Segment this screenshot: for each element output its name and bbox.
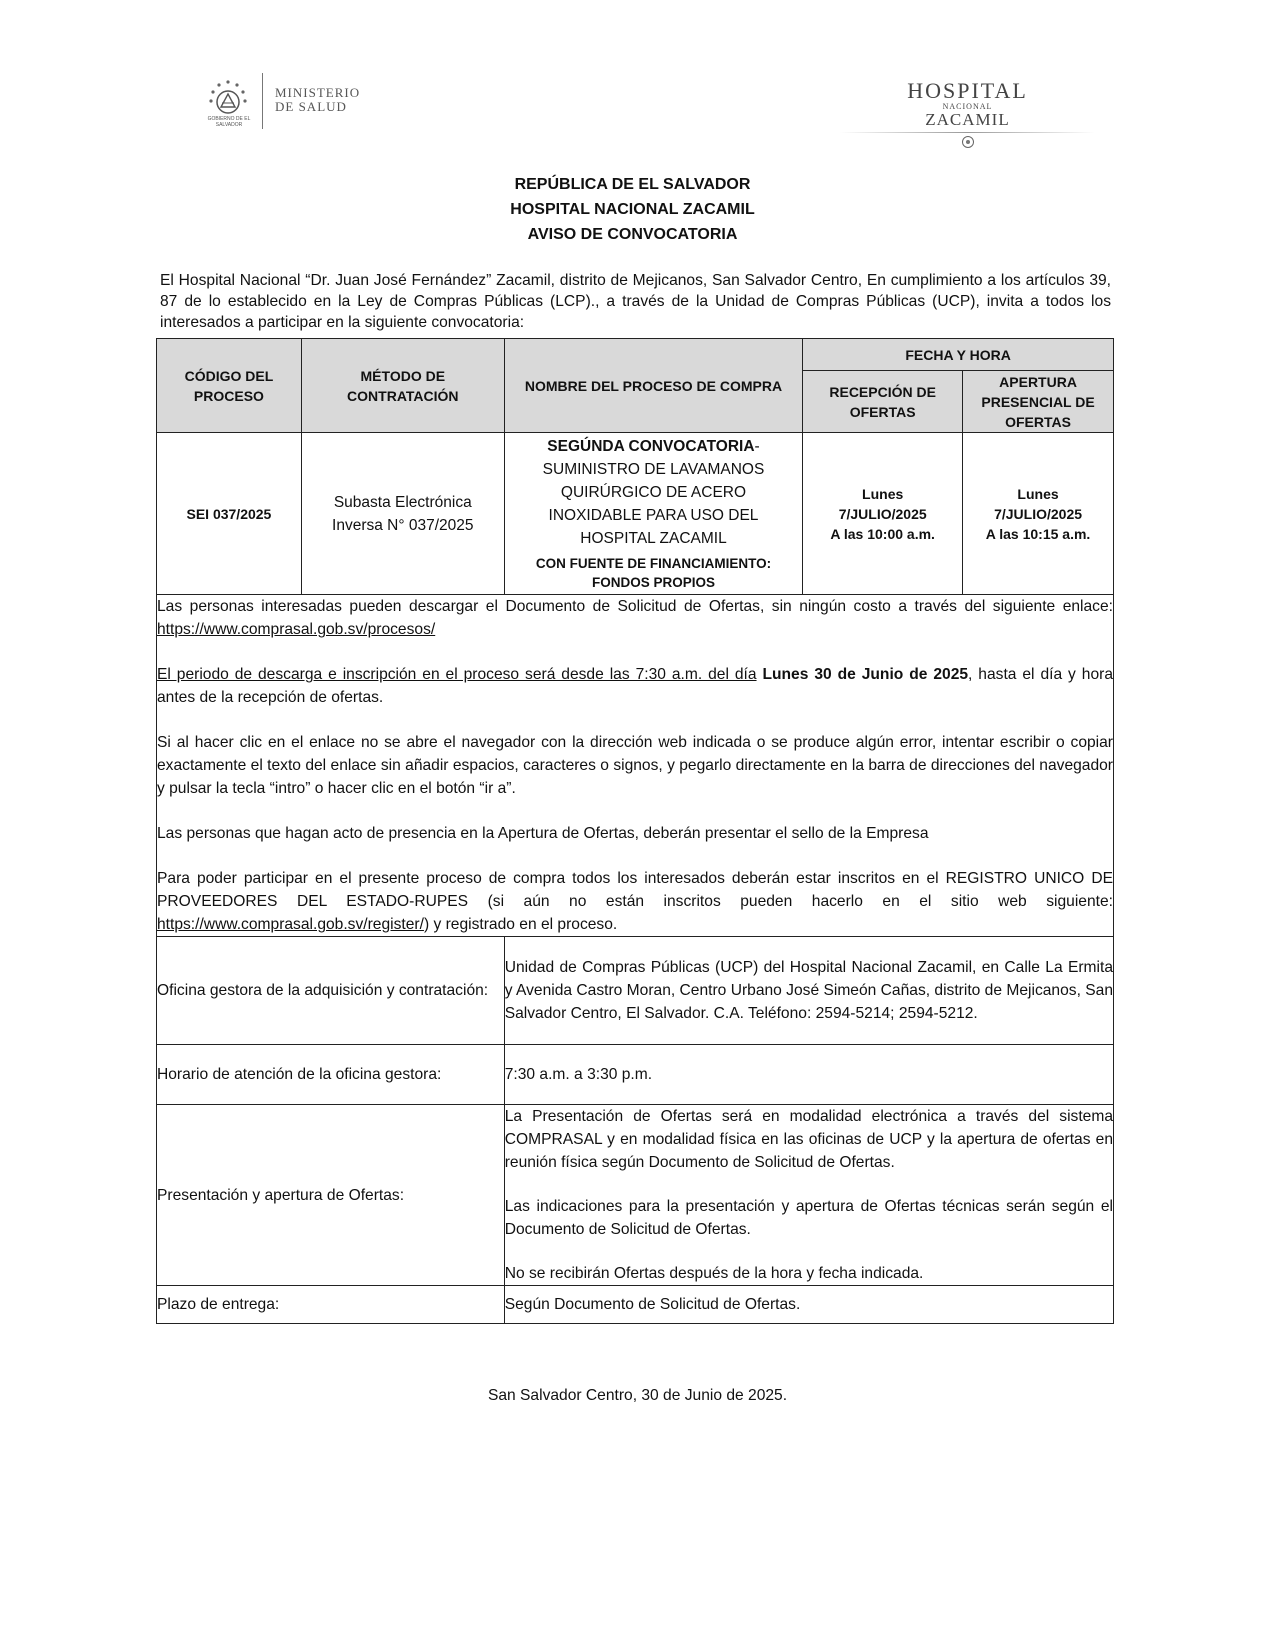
notes-row xyxy=(157,595,1114,937)
register-link[interactable]: https://www.comprasal.gob.sv/register/ xyxy=(157,916,424,933)
process-name xyxy=(523,435,785,550)
title-republica: REPÚBLICA DE EL SALVADOR xyxy=(514,176,751,193)
ministerio-de-salud-logo xyxy=(205,70,365,132)
value-presentacion xyxy=(504,1105,1113,1286)
info-row-presentacion xyxy=(157,1105,1114,1286)
title-hospital: HOSPITAL NACIONAL ZACAMIL xyxy=(510,201,755,218)
header-fecha-hora: FECHA Y HORA xyxy=(803,339,1114,371)
process-name-bold: SEGÚNDA CONVOCATORIA xyxy=(547,438,755,455)
note-seal: Las personas que hagan acto de presencia en la Apertura de Ofertas, deberán presentar el sello de la Empresa xyxy=(157,825,929,842)
logo-zacamil-word: ZACAMIL xyxy=(925,110,1010,129)
recepcion-date: 7/JULIO/2025 xyxy=(838,505,927,522)
title-aviso: AVISO DE CONVOCATORIA xyxy=(527,226,738,243)
logo-hospital-word: HOSPITAL xyxy=(907,78,1028,103)
recepcion-day: Lunes xyxy=(862,485,904,502)
intro-paragraph: El Hospital Nacional “Dr. Juan José Fernández” Zacamil, distrito de Mejicanos, San Salvador Centro, En cumplimiento a los artículos 39, 87 de lo establecido en la Ley de Compras Públicas (LCP)., a través de la Unidad de Compras Públicas (UCP), invita a todos los interesados a participar en la siguiente convocatoria: xyxy=(160,272,1111,331)
header-nombre: NOMBRE DEL PROCESO DE COMPRA xyxy=(504,339,803,433)
table-row xyxy=(157,433,1114,595)
note-rupes-text: Para poder participar en el presente proceso de compra todos los interesados deberán estar inscritos en el REGISTRO UNICO DE PROVEEDORES DEL ESTADO-RUPES (si aún no están inscritos pueden hacerlo en el sitio web siguiente: xyxy=(157,870,1113,910)
cell-nombre xyxy=(504,433,803,595)
seal-caption: GOBIERNO DE EL SALVADOR xyxy=(207,116,251,128)
info-row-oficina xyxy=(157,937,1114,1045)
value-horario: 7:30 a.m. a 3:30 p.m. xyxy=(504,1045,1113,1105)
note-rupes xyxy=(157,867,1113,936)
value-oficina: Unidad de Compras Públicas (UCP) del Hospital Nacional Zacamil, en Calle La Ermita y Avenida Castro Moran, Centro Urbano José Simeón Cañas, distrito de Mejicanos, San Salvador Centro, El Salvador. C.A. Teléfono: 2594-5214; 2594-5212. xyxy=(504,937,1113,1045)
header-metodo: MÉTODO DE CONTRATACIÓN xyxy=(301,339,504,433)
label-oficina: Oficina gestora de la adquisición y contratación: xyxy=(157,937,505,1045)
notes-cell xyxy=(157,595,1114,937)
procesos-link[interactable]: https://www.comprasal.gob.sv/procesos/ xyxy=(157,621,436,638)
cell-apertura xyxy=(963,433,1114,595)
document-titles xyxy=(0,172,1275,247)
apertura-time: A las 10:15 a.m. xyxy=(985,525,1091,542)
hospital-seal-icon xyxy=(961,135,975,149)
apertura-date: 7/JULIO/2025 xyxy=(994,505,1083,522)
cell-metodo: Subasta Electrónica Inversa N° 037/2025 xyxy=(301,433,504,595)
info-row-horario xyxy=(157,1045,1114,1105)
presentacion-p1: La Presentación de Ofertas será en modalidad electrónica a través del sistema COMPRASAL y en modalidad física en las oficinas de UCP y la apertura de ofertas en reunión física según Documento de Solicitud de Ofertas. xyxy=(504,1108,1113,1171)
note-rupes-rest: ) y registrado en el proceso. xyxy=(423,916,618,933)
label-horario: Horario de atención de la oficina gestora: xyxy=(157,1045,505,1105)
ministry-line2: DE SALUD xyxy=(275,99,347,114)
note-period-underlined: El periodo de descarga e inscripción en el proceso será desde las 7:30 a.m. del día xyxy=(157,666,757,683)
note-link-help: Si al hacer clic en el enlace no se abre el navegador con la dirección web indicada o se produce algún error, intentar escribir o copiar exactamente el texto del enlace sin añadir espacios, caracteres o signos, y pegarlo directamente en la barra de direcciones del navegador y pulsar la tecla “intro” o hacer clic en el botón “ir a”. xyxy=(157,734,1113,797)
cell-recepcion xyxy=(803,433,963,595)
note-download xyxy=(157,595,1113,641)
hospital-zacamil-logo xyxy=(840,80,1095,155)
note-download-text: Las personas interesadas pueden descargar el Documento de Solicitud de Ofertas, sin ningún costo a través del siguiente enlace: xyxy=(157,598,1113,615)
recepcion-time: A las 10:00 a.m. xyxy=(830,525,935,542)
process-name-rest: - SUMINISTRO DE LAVAMANOS QUIRÚRGICO DE ACERO INOXIDABLE PARA USO DEL HOSPITAL ZACAMIL xyxy=(542,438,765,547)
header-codigo: CÓDIGO DEL PROCESO xyxy=(157,339,302,433)
note-period-rest: , hasta el día y hora antes de la recepción de ofertas. xyxy=(157,666,1113,706)
footer-date: San Salvador Centro, 30 de Junio de 2025. xyxy=(487,1387,788,1404)
info-row-plazo xyxy=(157,1286,1114,1324)
note-period xyxy=(157,663,1113,709)
note-period-date: Lunes 30 de Junio de 2025 xyxy=(762,666,969,683)
header-recepcion: RECEPCIÓN DE OFERTAS xyxy=(803,371,963,433)
label-plazo: Plazo de entrega: xyxy=(157,1286,505,1324)
logo-divider xyxy=(262,73,263,129)
cell-codigo: SEI 037/2025 xyxy=(157,433,302,595)
value-plazo: Según Documento de Solicitud de Ofertas. xyxy=(504,1286,1113,1324)
financing-source: CON FUENTE DE FINANCIAMIENTO: FONDOS PROPIOS xyxy=(535,556,772,590)
logo-rule xyxy=(840,132,1095,133)
logo-nacional-word: NACIONAL xyxy=(942,102,993,111)
presentacion-p2: Las indicaciones para la presentación y apertura de Ofertas técnicas serán según el Documento de Solicitud de Ofertas. xyxy=(504,1198,1113,1238)
presentacion-p3: No se recibirán Ofertas después de la hora y fecha indicada. xyxy=(504,1265,924,1282)
apertura-day: Lunes xyxy=(1017,485,1059,502)
convocatoria-table xyxy=(156,338,1114,1324)
ministry-name xyxy=(275,86,360,114)
header-apertura: APERTURA PRESENCIAL DE OFERTAS xyxy=(963,371,1114,433)
label-presentacion: Presentación y apertura de Ofertas: xyxy=(157,1105,505,1286)
ministry-line1: MINISTERIO xyxy=(275,85,361,100)
